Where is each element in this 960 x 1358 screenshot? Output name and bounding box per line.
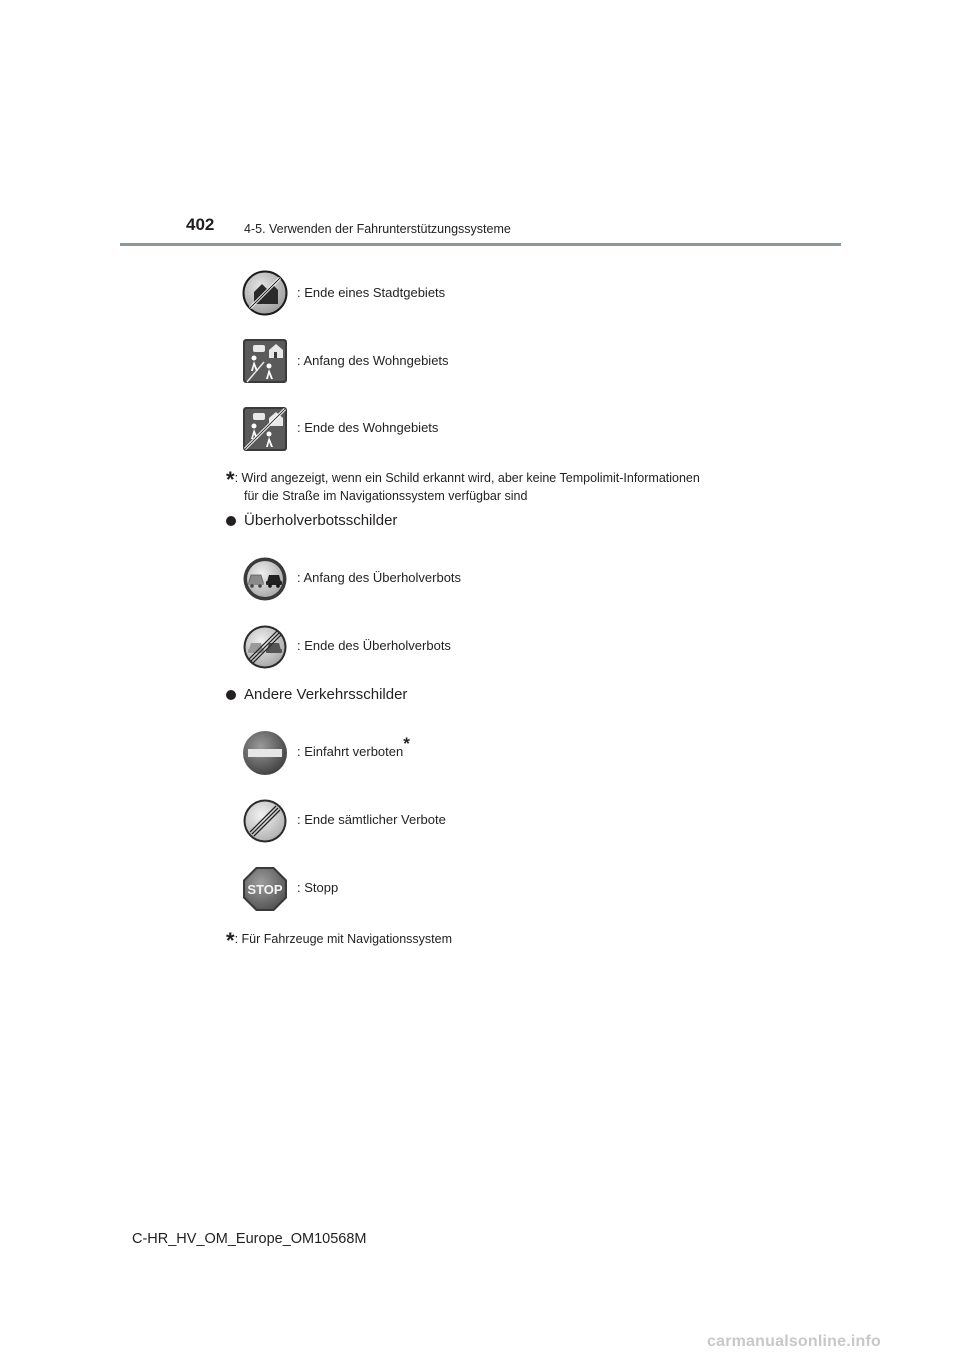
- no-overtaking-sign-icon: [242, 556, 288, 602]
- section-title: Andere Verkehrsschilder: [244, 686, 408, 703]
- end-urban-area-sign-icon: [242, 270, 288, 316]
- header-divider: [120, 243, 841, 246]
- no-entry-sign-icon: [242, 730, 288, 776]
- end-all-restrictions-sign-icon: [242, 798, 288, 844]
- sign-label: : Ende des Überholverbots: [297, 638, 451, 653]
- chapter-title: 4-5. Verwenden der Fahrunterstützungssysteme: [244, 222, 511, 236]
- document-code: C-HR_HV_OM_Europe_OM10568M: [132, 1231, 367, 1247]
- footnote-continuation: für die Straße im Navigationssystem verfügbar sind: [244, 489, 528, 503]
- sign-label: : Ende eines Stadtgebiets: [297, 285, 446, 300]
- section-heading-other-signs: [226, 686, 407, 703]
- sign-label: : Anfang des Wohngebiets: [297, 353, 449, 368]
- footnote-text: : Wird angezeigt, wenn ein Schild erkannt wird, aber keine Tempolimit-Informationen: [234, 471, 700, 485]
- footnote-marker: *: [226, 467, 235, 492]
- stop-sign-text: STOP: [247, 882, 283, 897]
- sign-label: : Ende sämtlicher Verbote: [297, 812, 446, 827]
- footnote: [226, 467, 700, 492]
- page-number: 402: [186, 215, 215, 234]
- residential-area-end-sign-icon: [242, 406, 288, 452]
- footnote-marker: *: [403, 734, 410, 753]
- bullet-icon: [226, 690, 236, 700]
- sign-label: : Ende des Wohngebiets: [297, 420, 439, 435]
- watermark: carmanualsonline.info: [707, 1333, 882, 1350]
- footnote: [226, 928, 453, 953]
- section-title: Überholverbotsschilder: [244, 512, 398, 529]
- stop-sign-icon: [242, 866, 288, 912]
- bullet-icon: [226, 516, 236, 526]
- footnote-marker: *: [226, 928, 235, 953]
- section-heading-overtaking: [226, 512, 397, 529]
- sign-label: : Anfang des Überholverbots: [297, 570, 462, 585]
- sign-label: [297, 734, 410, 760]
- sign-label-text: : Einfahrt verboten: [297, 744, 404, 759]
- sign-label: : Stopp: [297, 880, 339, 895]
- end-no-overtaking-sign-icon: [242, 624, 288, 670]
- footnote-text: : Für Fahrzeuge mit Navigationssystem: [234, 932, 453, 946]
- residential-area-start-sign-icon: [242, 338, 288, 384]
